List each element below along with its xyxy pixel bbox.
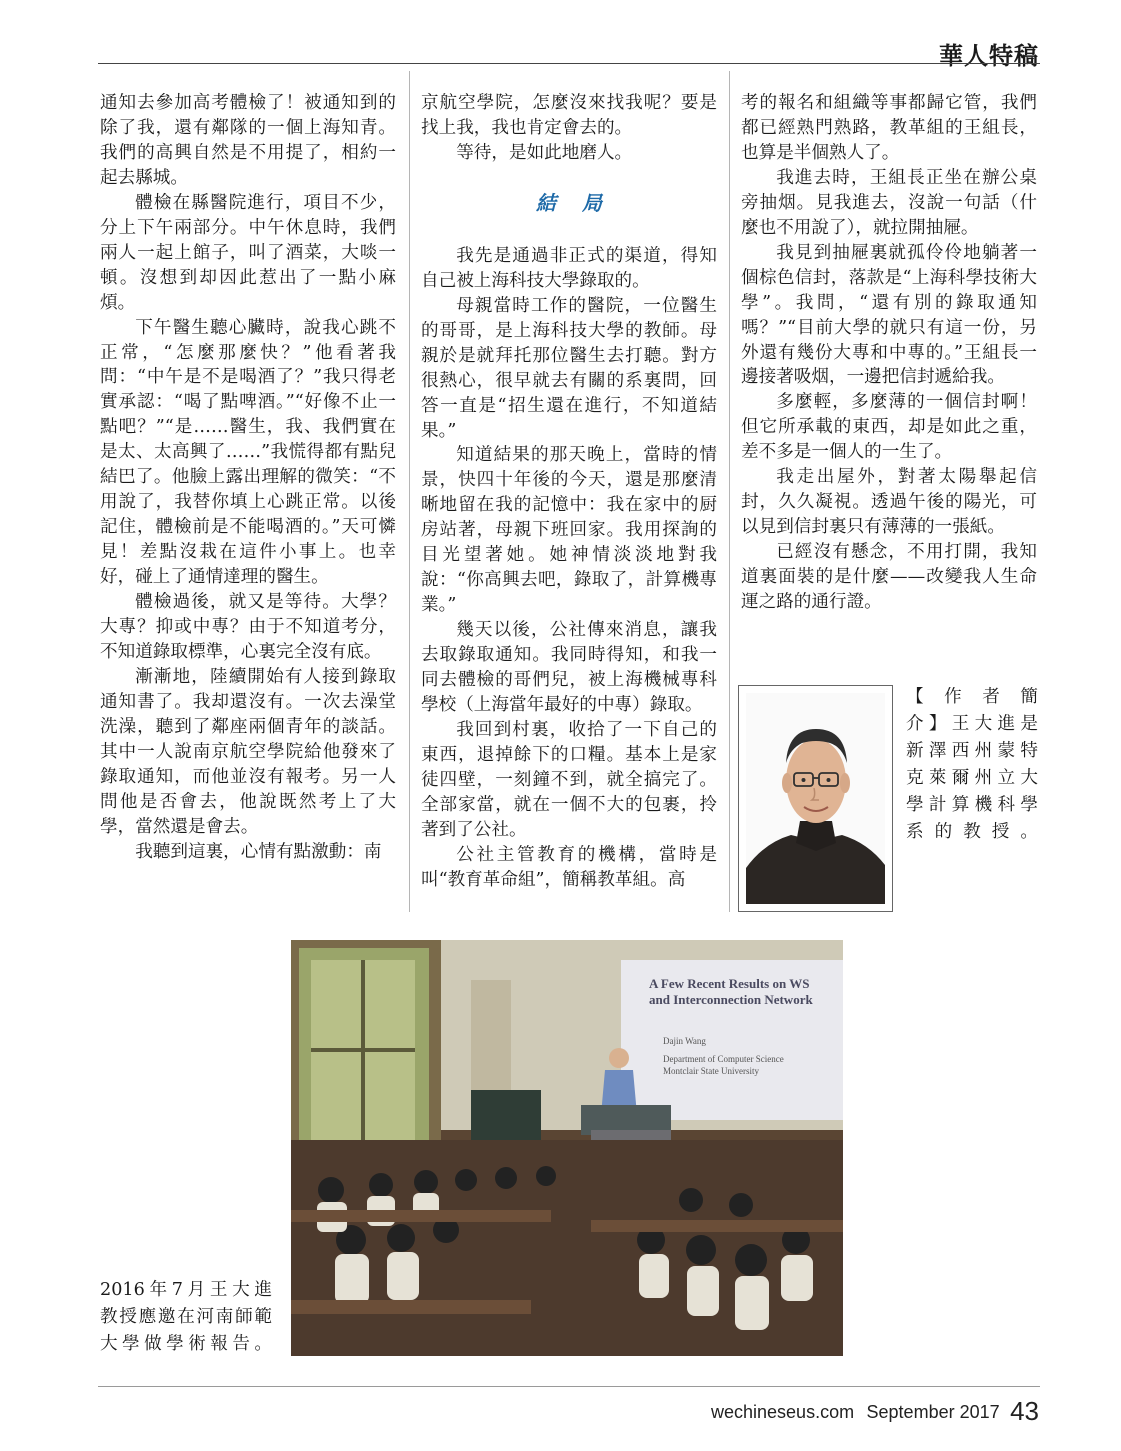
paragraph: 幾天以後，公社傳來消息，讓我去取錄取通知。我同時得知，和我一同去體檢的哥們兒，被上海機械專科學校（上海當年最好的中專）錄取。 xyxy=(421,620,717,716)
column-divider xyxy=(729,71,730,912)
photo-caption xyxy=(100,1277,272,1358)
lecture-photo-illustration xyxy=(291,940,843,1356)
author-bio-line: 學計算機科學 xyxy=(906,795,1038,815)
author-bio-line: 新澤西州蒙特 xyxy=(906,741,1038,761)
paragraph: 多麼輕，多麼薄的一個信封啊！但它所承載的東西，却是如此之重，差不多是一個人的一生了。 xyxy=(741,392,1037,463)
page-number: 43 xyxy=(1010,1396,1039,1426)
paragraph: 我回到村裏，收拾了一下自己的東西，退掉餘下的口糧。基本上是家徒四壁，一刻鐘不到，就全搞完了。全部家當，就在一個不大的包裹，拎著到了公社。 xyxy=(421,719,717,840)
slide-title-line-1: A Few Recent Results on WS xyxy=(649,976,810,991)
paragraph: 漸漸地，陸續開始有人接到錄取通知書了。我却還沒有。一次去澡堂洗澡，聽到了鄰座兩個青年的談話。其中一人說南京航空學院給他發來了錄取通知，而他並沒有報考。另一人問他是否會去，他說既然考上了大學，當然還是會去。 xyxy=(100,666,396,837)
author-bio-line: 克萊爾州立大 xyxy=(906,768,1038,788)
page-footer xyxy=(711,1396,1039,1427)
author-portrait xyxy=(746,693,885,904)
paragraph: 通知去參加高考體檢了！被通知到的除了我，還有鄰隊的一個上海知青。我們的高興自然是不用提了，相約一起去縣城。 xyxy=(100,93,396,188)
paragraph: 下午醫生聽心臟時，說我心跳不正常，“怎麼那麼快？”他看著我問：“中午是不是喝酒了？”我只得老實承認：“喝了點啤酒。”“好像不止一點吧？”“是……醫生，我、我們實在是太、太高興了……”我慌得都有點兒結巴了。他臉上露出理解的微笑：“不用說了，我替你填上心跳正常。以後記住，體檢前是不能喝酒的。”天可憐見！差點沒栽在這件小事上。也幸好，碰上了通情達理的醫生。 xyxy=(100,317,396,588)
author-bio-line: 【作者簡 xyxy=(906,687,1038,707)
paragraph: 等待，是如此地磨人。 xyxy=(456,142,633,163)
footer-rule xyxy=(98,1386,1040,1387)
paragraph: 已經沒有懸念，不用打開，我知道裏面裝的是什麼——改變我人生命運之路的通行證。 xyxy=(741,542,1037,613)
paragraph: 我見到抽屜裏就孤伶伶地躺著一個棕色信封，落款是“上海科學技術大學”。我問，“還有別的錄取通知嗎？”“目前大學的就只有這一份，另外還有幾份大專和中專的。”王組長一邊接著吸烟，一邊把信封遞給我。 xyxy=(741,242,1037,388)
slide-presenter-name: Dajin Wang xyxy=(663,1036,706,1046)
paragraph: 京航空學院，怎麼沒來找我呢？要是找上我，我也肯定會去的。 xyxy=(421,93,717,138)
slide-title-line-2: and Interconnection Network xyxy=(649,992,813,1007)
paragraph: 知道結果的那天晚上，當時的情景，快四十年後的今天，還是那麼清晰地留在我的記憶中：我在家中的厨房站著，母親下班回家。我用探詢的目光望著她。她神情淡淡地對我說：“你高興去吧，錄取了，計算機專業。” xyxy=(421,445,717,616)
author-portrait-illustration xyxy=(746,693,885,904)
header-rule xyxy=(98,63,1040,64)
article-column-1 xyxy=(100,91,396,865)
caption-line: 2016年7月王大進 xyxy=(100,1280,272,1300)
paragraph: 考的報名和組織等事都歸它管，我們都已經熟門熟路，教革組的王組長，也算是半個熟人了。 xyxy=(741,93,1037,163)
column-divider xyxy=(409,71,410,912)
paragraph: 母親當時工作的醫院，一位醫生的哥哥，是上海科技大學的教師。母親於是就拜托那位醫生去打聽。對方很熱心，很早就去有關的系裏問，回答一直是“招生還在進行，不知道結果。” xyxy=(421,295,717,441)
paragraph: 體檢在縣醫院進行，項目不少，分上下午兩部分。中午休息時，我們兩人一起上館子，叫了酒菜，大啖一頓。沒想到却因此惹出了一點小麻煩。 xyxy=(100,192,396,313)
paragraph: 我走出屋外，對著太陽舉起信封，久久凝視。透過午後的陽光，可以見到信封裏只有薄薄的一張紙。 xyxy=(741,467,1037,538)
article-column-2 xyxy=(421,91,717,893)
slide-university: Montclair State University xyxy=(663,1066,759,1076)
article-column-3 xyxy=(741,91,1037,615)
caption-line: 教授應邀在河南師範 xyxy=(100,1307,272,1327)
slide-department: Department of Computer Science xyxy=(663,1054,784,1064)
caption-line: 大學做學術報告。 xyxy=(100,1334,272,1354)
paragraph: 公社主管教育的機構，當時是叫“教育革命組”，簡稱教革組。高 xyxy=(421,844,717,890)
author-photo-frame xyxy=(738,685,893,912)
paragraph: 我聽到這裏，心情有點激動：南 xyxy=(135,841,382,862)
paragraph: 我先是通過非正式的渠道，得知自己被上海科技大學錄取的。 xyxy=(421,245,717,291)
lecture-photo xyxy=(291,940,843,1356)
paragraph: 體檢過後，就又是等待。大學？大專？抑或中專？由于不知道考分，不知道錄取標準，心裏完全沒有底。 xyxy=(100,592,396,662)
footer-website: wechineseus.com xyxy=(711,1402,855,1422)
paragraph: 我進去時，王組長正坐在辦公桌旁抽烟。見我進去，沒說一句話（什麼也不用說了），就拉開抽屜。 xyxy=(741,167,1037,238)
section-title: 華人特稿 xyxy=(939,41,1039,70)
author-bio-line: 系的教授。 xyxy=(906,822,1038,842)
footer-issue-date: September 2017 xyxy=(866,1402,1000,1422)
subheading: 結局 xyxy=(536,190,628,215)
author-bio-line: 介】王大進是 xyxy=(906,714,1038,734)
author-bio xyxy=(906,684,1038,846)
